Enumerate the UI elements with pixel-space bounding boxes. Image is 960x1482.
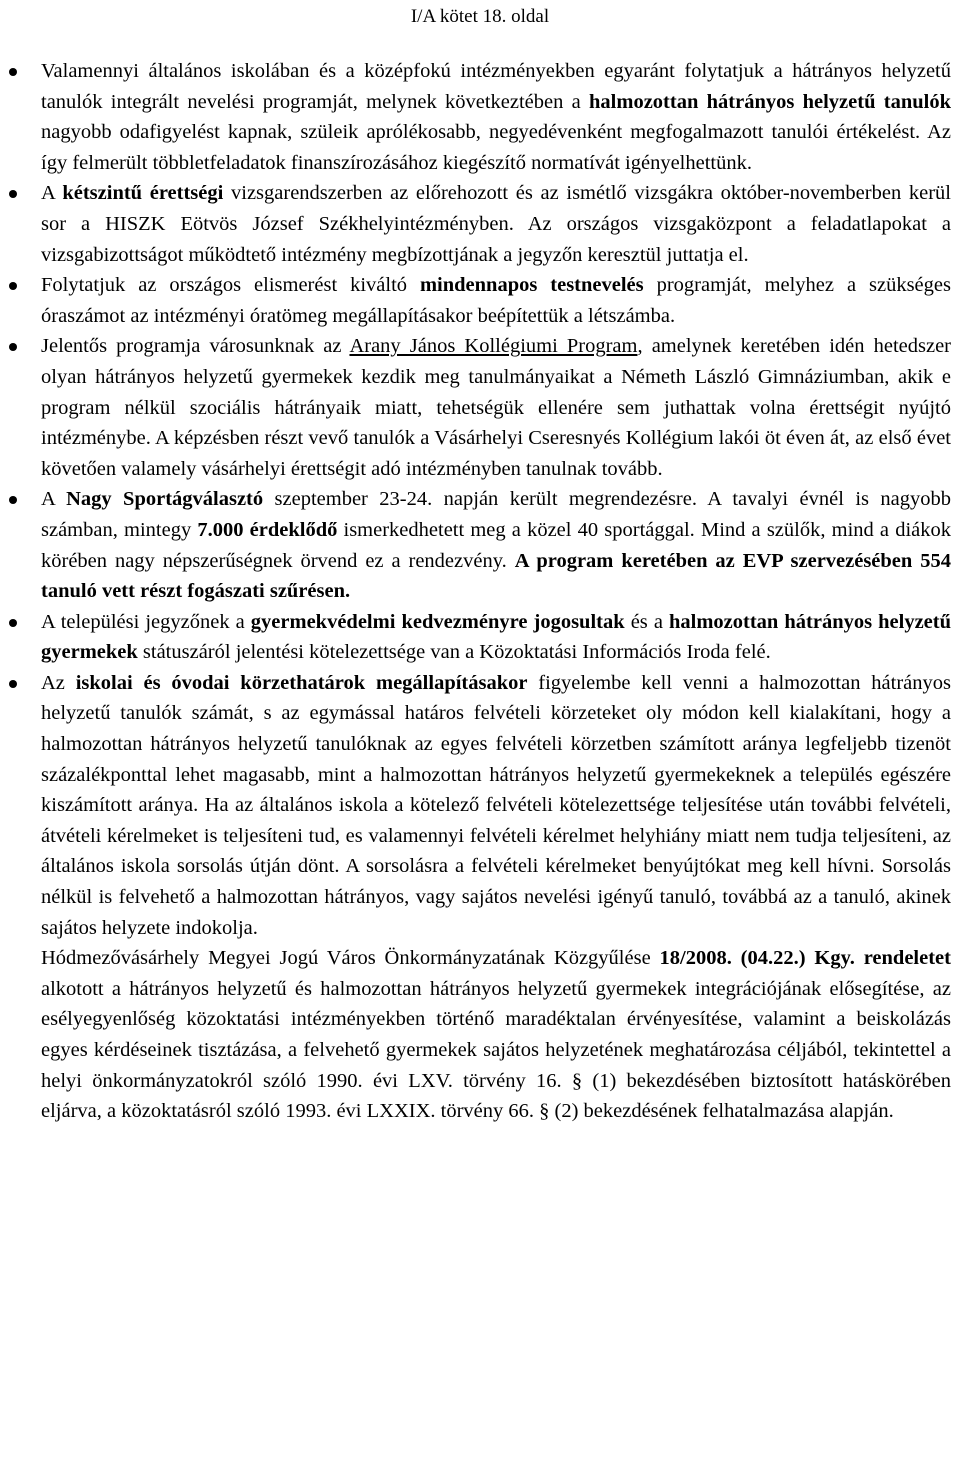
bold-text: A program keretében az EVP szervezésében 554 tanuló vett részt fogászati szűrésen. (41, 549, 952, 603)
list-item (41, 607, 951, 668)
list-item (41, 270, 951, 331)
list-item (41, 331, 951, 484)
bold-text: 18/2008. (04.22.) Kgy. rendeletet (659, 947, 951, 970)
list-item (41, 668, 951, 1127)
bold-text: gyermekvédelmi kedvezményre jogosultak (250, 610, 625, 633)
page-number-header: I/A kötet 18. oldal (410, 6, 550, 27)
text: nagyobb odafigyelést kapnak, szüleik aprólékosabb, negyedévenként megfogalmazott tanulói értékelést. Az így felmerült többletfeladatok finanszírozásához kiegészítő normatívát igényelhettünk. (41, 121, 951, 174)
text: szeptember 23-24. napján került megrendezésre. A tavalyi évnél is nagyobb számban, mintegy (41, 488, 951, 541)
list-item (41, 56, 951, 178)
bold-text: 7.000 érdeklődő (197, 518, 338, 541)
text: A (41, 488, 67, 511)
text: Jelentős programja városunknak az (41, 335, 350, 358)
text: Az (41, 671, 76, 694)
text: programját, melyhez a szükséges óraszámot az intézményi óratömeg megállapításakor beépítettük a létszámba. (41, 274, 951, 327)
bold-text: halmozottan hátrányos helyzetű tanulók (589, 90, 951, 113)
text: és a (624, 610, 669, 633)
bullet-list (0, 56, 960, 1127)
text: A (41, 182, 63, 205)
text: státuszáról jelentési kötelezettsége van a Közoktatási Információs Iroda felé. (137, 641, 771, 664)
text: Folytatjuk az országos elismerést kiváltó (41, 274, 420, 297)
ordinance-paragraph (41, 943, 951, 1127)
text: figyelembe kell venni a halmozottan hátrányos helyzetű tanulók számát, s az egymással határos felvételi körzeteket oly módon kell kialakítani, hogy a halmozottan hátrányos helyzetű tanulóknak az egyes felvételi körzetben számított aránya legfeljebb tizenöt százalékponttal lehet magasabb, mint a halmozottan hátrányos helyzetű gyermekeknek a település egészére kiszámított aránya. Ha az általános iskola a kötelező felvételi kötelezettsége teljesítése után további felvételi, átvételi kérelmeket is teljesíteni tud, es valamennyi felvételi kérelmet helyhiány miatt nem tudja teljesíteni, az általános iskola sorsolás útján dönt. A sorsolásra a felvételi kérelmeket benyújtókat meg kell hívni. Sorsolás nélkül is felvehető a halmozottan hátrányos, vagy sajátos nevelési igényű tanuló, továbbá az a tanuló, akinek sajátos helyzete indokolja. (41, 671, 951, 939)
bold-text: mindennapos testnevelés (419, 274, 644, 297)
bold-text: halmozottan hátrányos helyzetű gyermekek (41, 610, 951, 664)
bold-text: kétszintű érettségi (62, 182, 224, 205)
text: Hódmezővásárhely Megyei Jogú Város Önkormányzatának Közgyűlése (41, 947, 660, 970)
bold-text: iskolai és óvodai körzethatárok megállapításakor (75, 671, 528, 694)
list-item (41, 484, 951, 606)
underlined-program-name: Arany János Kollégiumi Program (349, 335, 638, 358)
text: alkotott a hátrányos helyzetű és halmozottan hátrányos helyzetű gyermekek integrációjának elősegítése, az esélyegyenlőség közoktatási intézményekben történő maradéktalan érvényesítése, valamint a beiskolázás egyes kérdéseinek tisztázása, a felvehető gyermekek sajátos helyzetének meghatározása céljából, tekintettel a helyi önkormányzatokról szóló 1990. évi LXV. törvény 16. § (1) bekezdésében biztosított hatáskörében eljárva, a közoktatásról szóló 1993. évi LXXIX. törvény 66. § (2) bekezdésének felhatalmazása alapján. (41, 977, 951, 1123)
text: ismerkedhetett meg a közel 40 sportággal. Mind a szülők, mind a diákok körében nagy népszerűségnek örvend ez a rendezvény. (41, 518, 951, 572)
text: Valamennyi általános iskolában és a középfokú intézményekben egyaránt folytatjuk a hátrányos helyzetű tanulók integrált nevelési programját, melynek következtében a (41, 60, 951, 113)
bold-text: Nagy Sportágválasztó (66, 488, 264, 511)
list-item (41, 178, 951, 270)
text: A települési jegyzőnek a (41, 610, 251, 633)
text: , amelynek keretében idén hetedszer olyan hátrányos helyzetű gyermekek kezdik meg tanulmányaikat a Németh László Gimnáziumban, akik e program nélkül szociális hátrányaik miatt, tehetségük ellenére sem juthattak volna érettségit nyújtó intézménybe. A képzésben részt vevő tanulók a Vásárhelyi Cseresnyés Kollégium lakói öt éven át, az első évet követően valamely vásárhelyi érettségit adó intézményben tanulnak tovább. (41, 335, 952, 480)
text: vizsgarendszerben az előrehozott és az ismétlő vizsgákra október-novemberben kerül sor a HISZK Eötvös József Székhelyintézményben. Az országos vizsgaközpont a feladatlapokat a vizsgabizottságot működtető intézmény megbízottjának a jegyzőn keresztül juttatja el. (41, 182, 951, 266)
